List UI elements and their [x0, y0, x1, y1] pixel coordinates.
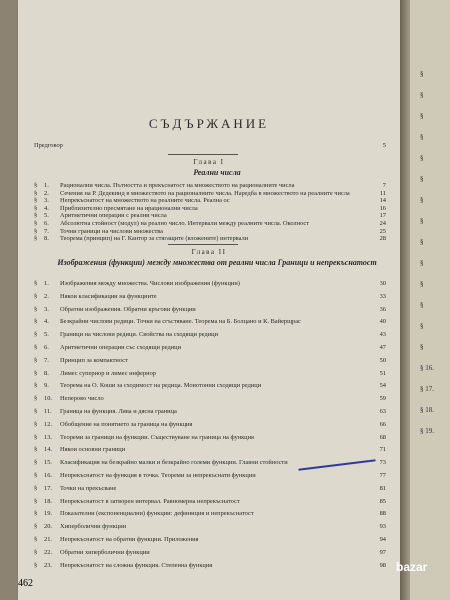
toc-number: 3. — [44, 197, 49, 205]
toc-section-sign: § — [34, 446, 38, 454]
toc-text: Непрекъснатост на множеството на реалните числа. Реална ос — [60, 197, 230, 205]
toc-page: 16 — [379, 204, 386, 212]
toc-page: 36 — [379, 305, 386, 313]
toc-text: Теореми за граници на функции. Съществуване на граница на функция — [60, 433, 254, 441]
toc-text: Аритметични операции със сходящи редици — [60, 344, 181, 351]
toc-section-sign: § — [34, 369, 38, 377]
toc-section-sign: § — [34, 305, 38, 313]
toc-text: Приблизително пресмятане на ирационални числа — [60, 204, 198, 212]
right-page-mark: § 17. — [420, 385, 434, 393]
toc-number: 10. — [44, 395, 52, 403]
toc-number: 7. — [44, 356, 49, 364]
toc-row — [34, 306, 386, 314]
chapter2-heading: Глава II — [191, 248, 227, 256]
page-title: СЪДЪРЖАНИЕ — [148, 116, 270, 131]
toc-section-sign: § — [34, 523, 38, 531]
right-page-mark: § — [420, 259, 424, 267]
toc-section-sign: § — [34, 356, 38, 364]
chapter1-title: Реални числа — [193, 168, 241, 177]
toc-number: 6. — [44, 344, 49, 351]
preface-page: 5 — [382, 142, 386, 149]
chapter1-heading: Глава I — [193, 158, 225, 166]
toc-text: Теорема на О. Коши за сходимост на редица. Монотонни сходящи редици — [60, 382, 262, 390]
toc-row — [34, 205, 386, 213]
toc-text: Рационални числа. Пътността и прекъснатост на множеството на рационалните числа — [60, 182, 295, 189]
divider — [168, 244, 238, 245]
toc-page: 30 — [379, 280, 386, 287]
toc-row — [34, 212, 386, 220]
toc-text: Безкрайни числови редици. Точки на сгъстяване. Теорема на Б. Болцано и К. Вайерщрас — [60, 318, 301, 326]
toc-section-sign: § — [34, 382, 38, 390]
right-page-mark: § — [420, 238, 424, 246]
toc-page: 73 — [379, 459, 386, 467]
toc-number: 5. — [44, 331, 49, 339]
toc-page: 97 — [379, 548, 386, 556]
toc-page: 17 — [379, 212, 386, 220]
right-page-mark: § — [420, 322, 424, 330]
toc-number: 18. — [44, 497, 52, 505]
toc-page: 88 — [379, 510, 386, 518]
toc-section-sign: § — [34, 204, 38, 212]
toc-page: 81 — [379, 484, 386, 492]
toc-row — [34, 562, 386, 570]
toc-page: 11 — [379, 189, 386, 197]
toc-page: 85 — [379, 497, 386, 505]
book-page-right — [410, 0, 450, 600]
toc-page: 98 — [379, 561, 386, 569]
toc-page: 47 — [379, 344, 386, 351]
toc-text: Аритметични операции с реални числа — [60, 212, 167, 220]
toc-text: Изображения между множества. Числови изображения (функции) — [60, 280, 240, 287]
toc-page: 7 — [382, 182, 386, 189]
toc-number: 11. — [44, 408, 52, 415]
book-spine — [400, 0, 410, 600]
toc-text: Точни граници на числови множества — [60, 227, 164, 235]
toc-number: 5. — [44, 212, 49, 220]
toc-section-sign: § — [34, 235, 38, 243]
toc-number: 15. — [44, 459, 52, 467]
toc-row — [34, 536, 386, 544]
toc-number: 4. — [44, 204, 49, 212]
toc-row — [34, 344, 386, 352]
toc-text: Сечения на Р. Дедекинд в множеството на рационалните числа. Наредба в множеството на реалните числа — [60, 189, 350, 197]
toc-section-sign: § — [34, 292, 38, 300]
toc-row — [34, 434, 386, 442]
page-number: 462 — [18, 578, 33, 589]
toc-section-sign: § — [34, 408, 38, 415]
toc-row — [34, 472, 386, 480]
toc-section-sign: § — [34, 510, 38, 518]
toc-page: 63 — [379, 408, 386, 415]
right-page-mark: § — [420, 154, 424, 162]
toc-number: 1. — [44, 182, 49, 189]
toc-row — [34, 382, 386, 390]
toc-row — [34, 190, 386, 198]
right-page-mark: § — [420, 175, 424, 183]
right-page-mark: § 16. — [420, 364, 434, 372]
toc-number: 9. — [44, 382, 49, 390]
toc-page: 68 — [379, 433, 386, 441]
toc-section-sign: § — [34, 280, 38, 287]
toc-page: 50 — [379, 356, 386, 364]
toc-section-sign: § — [34, 484, 38, 492]
toc-row — [34, 408, 386, 416]
right-page-mark: § — [420, 70, 424, 78]
toc-page: 40 — [379, 318, 386, 326]
toc-number: 1. — [44, 280, 49, 287]
toc-number: 7. — [44, 227, 49, 235]
toc-page: 93 — [379, 523, 386, 531]
toc-row — [34, 280, 386, 288]
toc-number: 6. — [44, 220, 49, 227]
toc-text: Непрекъснатост на функция в точка. Теореми за непрекъснати функции — [60, 472, 256, 479]
toc-number: 16. — [44, 472, 52, 479]
toc-section-sign: § — [34, 182, 38, 189]
toc-row — [34, 235, 386, 243]
toc-page: 14 — [379, 197, 386, 205]
toc-number: 2. — [44, 292, 49, 300]
toc-number: 8. — [44, 369, 49, 377]
toc-number: 17. — [44, 484, 52, 492]
toc-section-sign: § — [34, 459, 38, 467]
toc-row — [34, 446, 386, 454]
toc-number: 3. — [44, 305, 49, 313]
toc-number: 4. — [44, 318, 49, 326]
toc-row — [34, 421, 386, 429]
chapter2-title: Изображения (функции) между множества от реални числа Граници и непрекъснатост — [57, 258, 377, 267]
right-page-mark: § — [420, 343, 424, 351]
toc-number: 20. — [44, 523, 52, 531]
toc-row — [34, 228, 386, 236]
book-page-left — [18, 0, 400, 600]
toc-text: Непрекъснатост в затворен интервал. Равномерна непрекъснатост — [60, 497, 240, 505]
right-page-mark: § — [420, 112, 424, 120]
toc-text: Обратни хиперболични функции — [60, 548, 150, 556]
toc-page: 28 — [379, 235, 386, 243]
toc-page: 25 — [379, 227, 386, 235]
toc-page: 24 — [379, 220, 386, 227]
toc-section-sign: § — [34, 433, 38, 441]
toc-text: Граница на функция. Лява и дясна граница — [60, 408, 177, 415]
toc-section-sign: § — [34, 318, 38, 326]
toc-text: Класификация на безкрайно малки и безкрайно големи функции. Главни стойности — [60, 459, 288, 467]
toc-page: 59 — [379, 395, 386, 403]
toc-section-sign: § — [34, 344, 38, 351]
toc-section-sign: § — [34, 497, 38, 505]
toc-row — [34, 395, 386, 403]
toc-row — [34, 331, 386, 339]
toc-section-sign: § — [34, 548, 38, 556]
toc-number: 13. — [44, 433, 52, 441]
right-page-mark: § — [420, 280, 424, 288]
toc-section-sign: § — [34, 220, 38, 227]
right-page-mark: § — [420, 196, 424, 204]
toc-section-sign: § — [34, 189, 38, 197]
toc-number: 8. — [44, 235, 49, 243]
toc-row — [34, 498, 386, 506]
toc-section-sign: § — [34, 561, 38, 569]
toc-text: Теорема (принцип) на Г. Кантор за стягащите (вложените) интервали — [60, 235, 249, 243]
toc-text: Принцип за компактност — [60, 356, 128, 364]
toc-page: 51 — [379, 369, 386, 377]
toc-page: 33 — [379, 292, 386, 300]
right-page-mark: § — [420, 133, 424, 141]
toc-section-sign: § — [34, 472, 38, 479]
toc-number: 23. — [44, 561, 52, 569]
toc-row — [34, 370, 386, 378]
toc-page: 66 — [379, 420, 386, 428]
toc-text: Обобщение на понятието за граница на функция — [60, 420, 193, 428]
toc-row — [34, 318, 386, 326]
watermark-logo: bazar — [396, 560, 428, 574]
toc-row — [34, 197, 386, 205]
toc-text: Хиперболични функции — [60, 523, 127, 531]
toc-number: 22. — [44, 548, 52, 556]
toc-section-sign: § — [34, 331, 38, 339]
right-page-mark: § 18. — [420, 406, 434, 414]
toc-section-sign: § — [34, 212, 38, 220]
toc-page: 71 — [379, 446, 386, 454]
toc-text: Неперово число — [60, 395, 104, 403]
divider — [168, 154, 238, 155]
toc-page: 77 — [379, 472, 386, 479]
preface-row — [34, 142, 386, 150]
toc-text: Точки на прекъсване — [60, 484, 117, 492]
right-page-mark: § — [420, 301, 424, 309]
toc-section-sign: § — [34, 197, 38, 205]
toc-row — [34, 523, 386, 531]
right-page-mark: § 19. — [420, 427, 434, 435]
toc-text: Непрекъснатост на обратни функции. Приложения — [60, 536, 199, 543]
toc-text: Лимес супериор и лимес инфериор — [60, 369, 156, 377]
right-page-mark: § — [420, 91, 424, 99]
toc-page: 54 — [379, 382, 386, 390]
toc-text: Обратни изображения. Обратни кръгови функции — [60, 305, 196, 313]
toc-section-sign: § — [34, 395, 38, 403]
toc-text: Граници на числови редици. Свойства на сходящи редици — [60, 331, 219, 339]
toc-number: 19. — [44, 510, 52, 518]
toc-row — [34, 293, 386, 301]
toc-page: 94 — [379, 536, 386, 543]
preface-label: Предговор — [34, 142, 63, 149]
toc-row — [34, 549, 386, 557]
toc-section-sign: § — [34, 536, 38, 543]
toc-number: 14. — [44, 446, 52, 454]
toc-number: 12. — [44, 420, 52, 428]
toc-page: 43 — [379, 331, 386, 339]
toc-text: Непрекъснатост на сложна функция. Степенна функция — [60, 561, 213, 569]
toc-row — [34, 357, 386, 365]
toc-section-sign: § — [34, 227, 38, 235]
toc-section-sign: § — [34, 420, 38, 428]
toc-text: Някои класификации на функциите — [60, 292, 157, 300]
toc-text: Абсолютна стойност (модул) на реално число. Интервали между реалните числа. Околност — [60, 220, 310, 227]
toc-row — [34, 510, 386, 518]
toc-row — [34, 220, 386, 228]
toc-row — [34, 485, 386, 493]
toc-text: Някои основни граници — [60, 446, 126, 454]
toc-row — [34, 182, 386, 190]
toc-number: 21. — [44, 536, 52, 543]
toc-number: 2. — [44, 189, 49, 197]
right-page-mark: § — [420, 217, 424, 225]
toc-text: Показателни (експоненциални) функции: дефиниция и непрекъснатост — [60, 510, 254, 518]
